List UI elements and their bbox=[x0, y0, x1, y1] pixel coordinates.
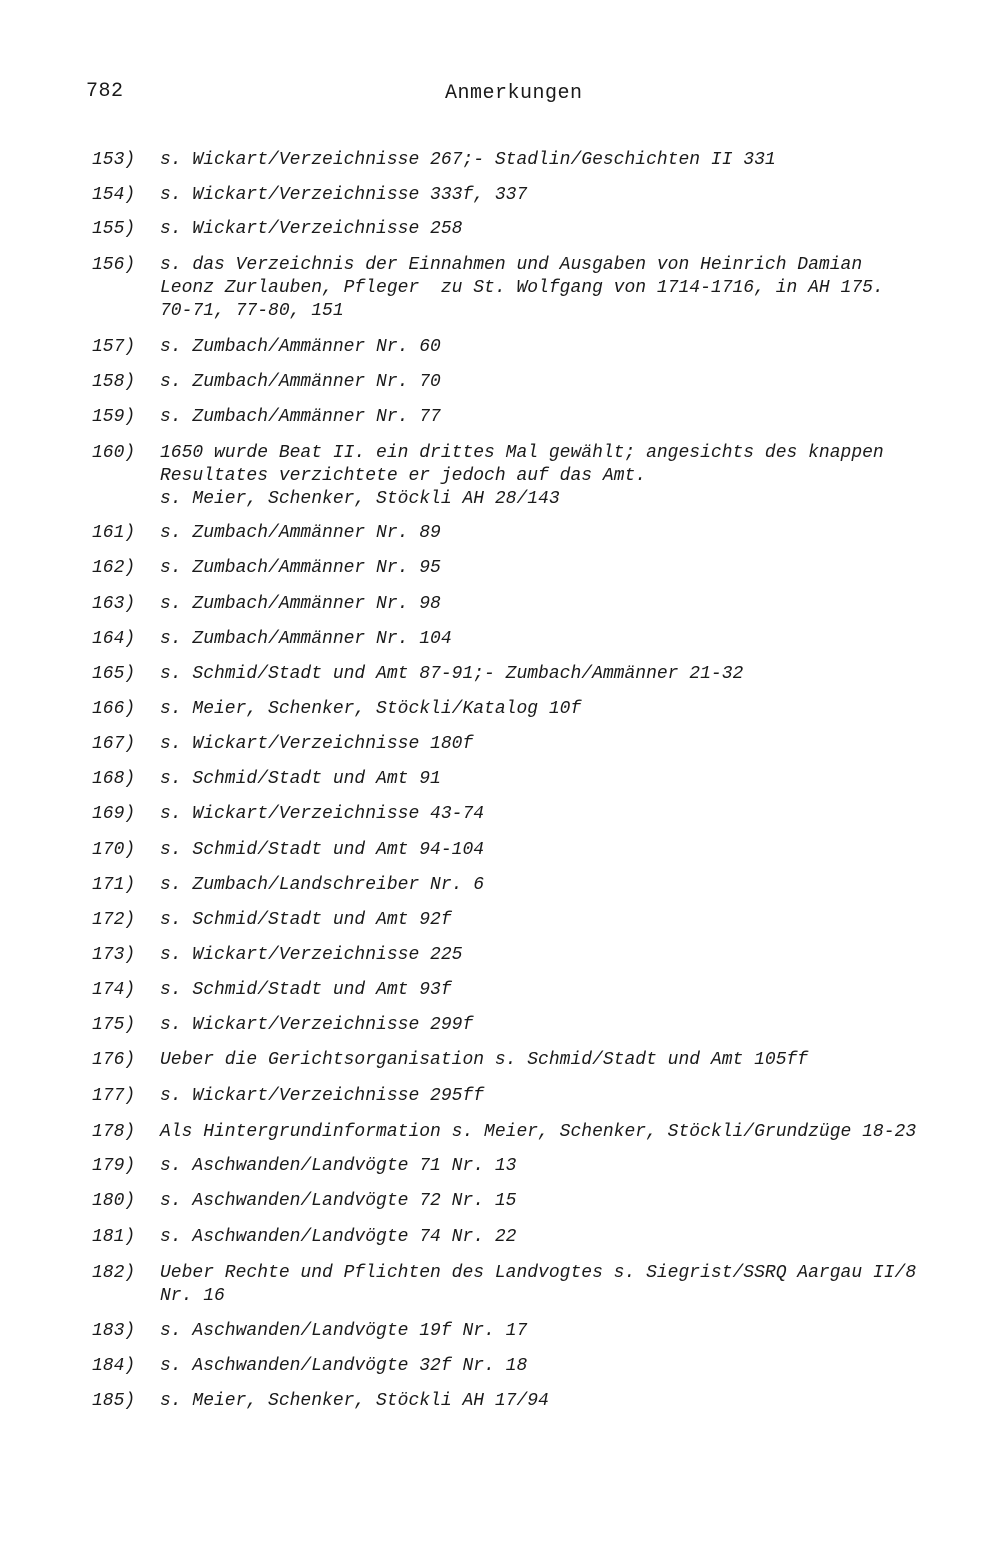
note-number: 177) bbox=[92, 1086, 136, 1106]
note-text: s. Wickart/Verzeichnisse 43-74 bbox=[160, 804, 485, 824]
note-number: 180) bbox=[92, 1191, 136, 1211]
note-number: 181) bbox=[92, 1227, 136, 1247]
note-text: s. Aschwanden/Landvögte 32f Nr. 18 bbox=[160, 1356, 528, 1376]
note-number: 166) bbox=[92, 699, 136, 719]
note-number: 164) bbox=[92, 629, 136, 649]
note-text: s. Schmid/Stadt und Amt 91 bbox=[160, 769, 441, 789]
note-number: 171) bbox=[92, 875, 136, 895]
note-number: 161) bbox=[92, 523, 136, 543]
note-text: s. Wickart/Verzeichnisse 180f bbox=[160, 734, 474, 754]
note-text: s. Wickart/Verzeichnisse 333f, 337 bbox=[160, 185, 528, 205]
note-number: 159) bbox=[92, 407, 136, 427]
note-text: s. Schmid/Stadt und Amt 87-91;- Zumbach/Ammänner 21-32 bbox=[160, 664, 744, 684]
note-text: s. Aschwanden/Landvögte 72 Nr. 15 bbox=[160, 1191, 517, 1211]
note-number: 153) bbox=[92, 150, 136, 170]
note-text: s. Wickart/Verzeichnisse 295ff bbox=[160, 1086, 485, 1106]
note-number: 185) bbox=[92, 1391, 136, 1411]
note-number: 158) bbox=[92, 372, 136, 392]
note-text: s. Aschwanden/Landvögte 74 Nr. 22 bbox=[160, 1227, 517, 1247]
note-text: s. Meier, Schenker, Stöckli/Katalog 10f bbox=[160, 699, 582, 719]
note-text: s. Meier, Schenker, Stöckli AH 17/94 bbox=[160, 1391, 549, 1411]
note-number: 175) bbox=[92, 1015, 136, 1035]
note-text: s. Zumbach/Ammänner Nr. 60 bbox=[160, 337, 441, 357]
note-number: 183) bbox=[92, 1321, 136, 1341]
note-number: 155) bbox=[92, 219, 136, 239]
note-number: 172) bbox=[92, 910, 136, 930]
note-text: s. Zumbach/Ammänner Nr. 98 bbox=[160, 594, 441, 614]
note-number: 160) bbox=[92, 443, 136, 463]
note-number: 163) bbox=[92, 594, 136, 614]
note-text: s. Zumbach/Ammänner Nr. 77 bbox=[160, 407, 441, 427]
note-text: Als Hintergrundinformation s. Meier, Schenker, Stöckli/Grundzüge 18-23 bbox=[160, 1122, 917, 1142]
note-number: 170) bbox=[92, 840, 136, 860]
note-number: 165) bbox=[92, 664, 136, 684]
note-number: 162) bbox=[92, 558, 136, 578]
note-number: 182) bbox=[92, 1263, 136, 1283]
note-number: 167) bbox=[92, 734, 136, 754]
note-number: 174) bbox=[92, 980, 136, 1000]
note-number: 156) bbox=[92, 255, 136, 275]
note-text: 1650 wurde Beat II. ein drittes Mal gewählt; angesichts des knappen Resultates verzichtete er jedoch auf das Amt. s. Meier, Schenker, Stöckli AH 28/143 bbox=[160, 443, 884, 509]
note-number: 173) bbox=[92, 945, 136, 965]
note-text: s. Wickart/Verzeichnisse 299f bbox=[160, 1015, 474, 1035]
note-number: 168) bbox=[92, 769, 136, 789]
note-number: 176) bbox=[92, 1050, 136, 1070]
note-text: s. Zumbach/Ammänner Nr. 95 bbox=[160, 558, 441, 578]
page-number: 782 bbox=[86, 80, 124, 103]
note-text: s. Schmid/Stadt und Amt 93f bbox=[160, 980, 452, 1000]
note-text: Ueber Rechte und Pflichten des Landvogtes s. Siegrist/SSRQ Aargau II/8 Nr. 16 bbox=[160, 1263, 917, 1306]
note-number: 178) bbox=[92, 1122, 136, 1142]
note-text: s. Wickart/Verzeichnisse 225 bbox=[160, 945, 463, 965]
note-text: s. Zumbach/Ammänner Nr. 70 bbox=[160, 372, 441, 392]
note-text: s. Zumbach/Landschreiber Nr. 6 bbox=[160, 875, 485, 895]
note-number: 169) bbox=[92, 804, 136, 824]
note-number: 154) bbox=[92, 185, 136, 205]
note-text: s. Wickart/Verzeichnisse 258 bbox=[160, 219, 463, 239]
note-text: s. Zumbach/Ammänner Nr. 104 bbox=[160, 629, 452, 649]
note-text: s. das Verzeichnis der Einnahmen und Ausgaben von Heinrich Damian Leonz Zurlauben, Pfleger zu St. Wolfgang von 1714-1716, in AH 175. 70-71, 77-80, 151 bbox=[160, 255, 884, 321]
note-text: s. Zumbach/Ammänner Nr. 89 bbox=[160, 523, 441, 543]
running-head: Anmerkungen bbox=[445, 82, 583, 105]
note-number: 179) bbox=[92, 1156, 136, 1176]
note-text: Ueber die Gerichtsorganisation s. Schmid/Stadt und Amt 105ff bbox=[160, 1050, 809, 1070]
note-text: s. Aschwanden/Landvögte 19f Nr. 17 bbox=[160, 1321, 528, 1341]
note-text: s. Schmid/Stadt und Amt 94-104 bbox=[160, 840, 485, 860]
note-number: 184) bbox=[92, 1356, 136, 1376]
note-text: s. Aschwanden/Landvögte 71 Nr. 13 bbox=[160, 1156, 517, 1176]
note-number: 157) bbox=[92, 337, 136, 357]
note-text: s. Schmid/Stadt und Amt 92f bbox=[160, 910, 452, 930]
note-text: s. Wickart/Verzeichnisse 267;- Stadlin/Geschichten II 331 bbox=[160, 150, 776, 170]
